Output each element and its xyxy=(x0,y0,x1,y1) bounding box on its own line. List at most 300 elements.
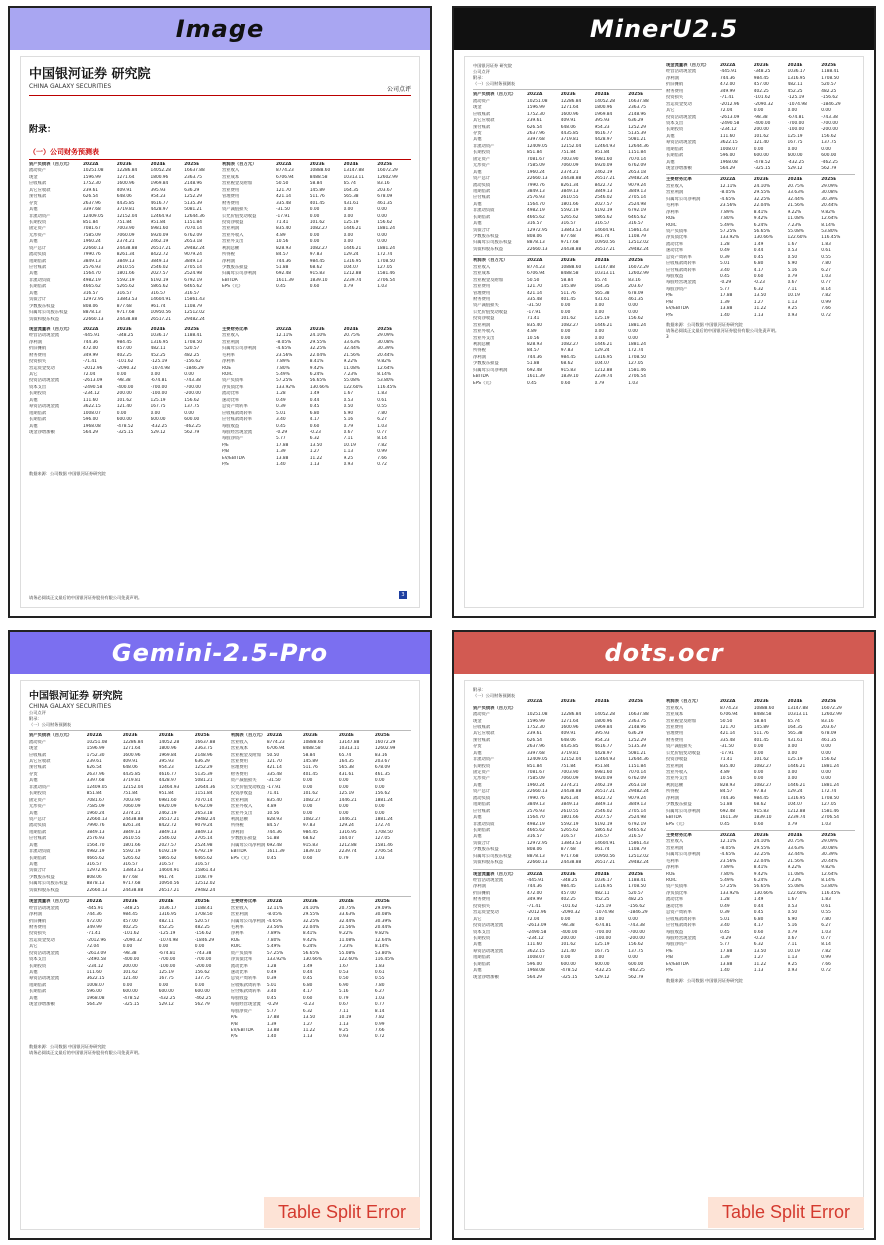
cell-value: 3622.15 xyxy=(720,140,738,146)
row-label: 归属母公司净利润 xyxy=(666,852,701,858)
cell-value: 8.41% xyxy=(753,209,768,215)
cell-value: 1708.50 xyxy=(194,912,213,918)
source-note: 数据来源：公司数据 中国银河证券研究院 xyxy=(666,322,743,328)
cell-value: 0.50 xyxy=(787,910,798,916)
cell-value: 203.67 xyxy=(374,759,390,765)
cell-value: 744.36 xyxy=(527,884,543,890)
cell-value: 3397.68 xyxy=(86,778,105,784)
cell-value: 12152.04 xyxy=(122,784,144,790)
row-label: 营业成本 xyxy=(666,712,684,718)
cell-value: -156.62 xyxy=(194,931,212,937)
cell-value: 1611.39 xyxy=(266,849,285,855)
row-label: 固定资产 xyxy=(29,797,47,803)
panel-title: MinerU2.5 xyxy=(589,15,739,43)
cell-value: 1.39 xyxy=(720,955,730,961)
row-label: 其他 xyxy=(29,810,38,816)
cell-value: -743.38 xyxy=(194,950,212,956)
cell-value: 22660.13 xyxy=(86,887,108,893)
row-label: 短期借款 xyxy=(29,829,47,835)
cell-value: 3849.13 xyxy=(83,258,101,264)
row-label: 长期投资 xyxy=(473,150,491,156)
cell-value: 0.00 xyxy=(122,982,133,988)
cell-value: 0.55 xyxy=(821,910,831,916)
cell-value: 316.57 xyxy=(527,221,543,227)
row-label: 净负债比率 xyxy=(230,957,253,963)
cell-value: 6792.19 xyxy=(184,277,203,283)
table-header: 2022A 2023E 2024E 2025E xyxy=(527,699,644,705)
cell-value: 17.88 xyxy=(720,293,733,299)
cell-value: 50.50 xyxy=(266,752,280,758)
row-label: 投资活动现金流 xyxy=(473,923,504,929)
row-label: 投资损失 xyxy=(29,359,47,365)
cell-value: 8.14% xyxy=(821,222,835,228)
row-label: 管理费用 xyxy=(666,731,684,737)
cell-value: 167.75 xyxy=(594,948,610,954)
table-header: 现金流量表（百万元） 2022A 2023E 2024E 2025E xyxy=(473,871,644,877)
row-label: EPS（元） xyxy=(222,284,243,290)
cell-value: 951.84 xyxy=(158,791,174,797)
cell-value: 678.09 xyxy=(628,290,644,296)
cell-value: 1008.07 xyxy=(86,982,105,988)
cell-value: -0.29 xyxy=(276,429,288,435)
cell-value: 395.93 xyxy=(594,118,610,124)
cell-value: 0.00 xyxy=(184,372,194,377)
cell-value: 68.62 xyxy=(753,802,767,808)
row-label: 负债合计 xyxy=(473,840,491,846)
cell-value: 3.40 xyxy=(720,923,730,929)
cell-value: 111.60 xyxy=(86,970,102,976)
cell-value: 648.06 xyxy=(560,124,576,130)
cell-value: 53.80% xyxy=(821,228,838,234)
cell-value: 0.61 xyxy=(821,248,831,254)
cell-value: 564.29 xyxy=(83,429,99,435)
cell-value: 564.29 xyxy=(720,166,736,171)
cell-value: 529.12 xyxy=(787,166,803,171)
cell-value: 511.76 xyxy=(753,731,769,737)
cell-value: 2027.57 xyxy=(150,271,169,277)
cell-value: 9.82% xyxy=(821,865,835,871)
cell-value: -445.91 xyxy=(527,878,544,883)
cell-value: 130.66% xyxy=(309,384,329,390)
cell-value: 12409.05 xyxy=(527,143,548,149)
cell-value: 5865.62 xyxy=(150,284,169,290)
cell-value: 72.04 xyxy=(527,916,540,922)
row-label: 营业费用 xyxy=(222,187,240,193)
cell-value: 7.89% xyxy=(720,209,734,215)
cell-value: 12512.02 xyxy=(628,853,649,859)
cell-value: 2576.93 xyxy=(527,195,545,201)
cell-value xyxy=(159,1034,195,1040)
cell-value: 164.35 xyxy=(338,759,354,765)
cell-value: 0.39 xyxy=(720,254,730,260)
cell-value: 6.27 xyxy=(821,923,831,929)
cell-value: 29482.24 xyxy=(194,887,216,893)
cell-value: 12464.93 xyxy=(158,784,180,790)
cell-value: 2239.74 xyxy=(338,849,357,855)
cell-value: 24438.88 xyxy=(122,887,144,893)
cell-value: 401.45 xyxy=(753,737,769,743)
cell-value: 9.22% xyxy=(338,931,353,937)
cell-value xyxy=(303,888,339,894)
cell-value: 15861.43 xyxy=(628,840,649,846)
cell-value: 4665.62 xyxy=(86,855,105,861)
cell-value: 1800.96 xyxy=(594,105,613,111)
cell-value: 6792.19 xyxy=(194,849,213,855)
cell-value: 5.01 xyxy=(266,982,277,988)
row-label: 长期借款 xyxy=(473,961,491,967)
cell-value: 133.92% xyxy=(276,384,296,390)
cell-value: 68.62 xyxy=(309,265,323,270)
cell-value: -17.91 xyxy=(527,309,541,315)
cell-value: -17.91 xyxy=(276,213,290,219)
cell-value: 125.19 xyxy=(338,791,354,797)
cell-value: 1446.21 xyxy=(787,763,806,769)
cell-value: 1.03 xyxy=(628,380,638,386)
row-label: 流动负债 xyxy=(29,252,47,258)
cell-value: 0.61 xyxy=(377,397,387,403)
cell-value: 0.00 xyxy=(158,944,169,950)
row-label: 预付账款 xyxy=(29,765,47,771)
cell-value: 13.50 xyxy=(309,442,323,448)
row-label: 管理费用 xyxy=(222,194,240,200)
cell-value: 1252.29 xyxy=(194,765,213,771)
cell-value: -156.62 xyxy=(184,359,201,365)
cell-value: 520.57 xyxy=(194,918,210,924)
cell-value: 121.40 xyxy=(560,948,576,954)
cell-value: 1.03 xyxy=(821,821,831,827)
cell-value: -0.23 xyxy=(753,935,765,941)
document-page xyxy=(464,56,864,608)
cell-value: 482.25 xyxy=(821,88,837,94)
cell-value: 692.48 xyxy=(276,271,292,277)
cell-value: 0.00 xyxy=(753,750,764,756)
cell-value: -1846.29 xyxy=(821,101,841,107)
cell-value: 0.50 xyxy=(787,254,798,260)
cell-value: 2576.93 xyxy=(527,808,545,814)
cell-value: 744.36 xyxy=(83,339,99,345)
cell-value: 12464.93 xyxy=(594,143,616,149)
cell-value: 8.14 xyxy=(821,286,831,292)
cell-value: 2610.55 xyxy=(560,808,579,814)
cell-value: 7.66 xyxy=(821,961,831,967)
cell-value: 8.41% xyxy=(302,931,317,937)
cell-value: 26517.21 xyxy=(594,246,616,252)
cell-value: 0.67 xyxy=(787,280,798,286)
cell-value: 0.00 xyxy=(594,309,605,315)
row-label: 营业利润 xyxy=(666,845,684,851)
cell-value: 0.44 xyxy=(753,903,764,909)
cell-value: 0.00 xyxy=(309,232,320,238)
row-label: 归属母公司净利润 xyxy=(473,367,508,373)
row-label: 营业费用 xyxy=(230,759,248,765)
cell-value: 915.83 xyxy=(560,367,576,373)
row-label: 非流动资产 xyxy=(473,757,495,763)
row-label: 营业利润 xyxy=(222,339,240,345)
cell-value: 2576.93 xyxy=(86,836,105,842)
row-label: 应付账款周转率 xyxy=(222,417,253,423)
cell-value: 121.70 xyxy=(527,284,543,290)
cell-value: 0.72 xyxy=(821,968,831,974)
cell-value: 7.80 xyxy=(374,982,385,988)
row-label: 营业收入 xyxy=(666,183,684,189)
cell-value: 9.25 xyxy=(338,1027,349,1033)
cell-value: 3849.13 xyxy=(628,802,647,808)
cell-value: 12972.95 xyxy=(527,227,548,233)
row-label: 财务费用 xyxy=(230,771,248,777)
cell-value: 84.57 xyxy=(720,789,733,795)
cell-value: 2705.14 xyxy=(184,265,203,270)
cell-value: 12286.84 xyxy=(560,712,582,718)
row-label: 流动比率 xyxy=(222,391,240,397)
cell-value: 457.00 xyxy=(560,890,576,896)
cell-value: 145.89 xyxy=(753,724,769,730)
cell-value: 13147.88 xyxy=(338,739,360,745)
cell-value: 167.75 xyxy=(158,976,174,982)
cell-value: 2546.02 xyxy=(594,195,613,201)
cell-value: -17.91 xyxy=(266,784,281,790)
cell-value: 22660.13 xyxy=(83,245,104,251)
cell-value: 3849.13 xyxy=(594,188,613,194)
row-label: 营业税金及附加 xyxy=(230,752,261,758)
cashflow-table xyxy=(29,327,218,469)
row-label: ROIC xyxy=(230,944,242,950)
cell-value: 1960.24 xyxy=(527,169,545,175)
cell-value: 0.00 xyxy=(194,982,205,988)
cell-value: 0.77 xyxy=(377,429,387,435)
cell-value: -743.38 xyxy=(821,114,838,120)
row-label: 长期借款 xyxy=(29,855,47,861)
cell-value: 7.11 xyxy=(787,286,798,292)
cell-value: 9717.68 xyxy=(560,240,579,246)
cell-value: 1271.64 xyxy=(560,105,579,111)
cell-value: 4.89 xyxy=(266,804,277,810)
cell-value: 9.22% xyxy=(343,359,358,365)
cell-value: -325.15 xyxy=(560,974,578,980)
table-row xyxy=(222,462,411,468)
row-label: 营业外收入 xyxy=(230,804,253,810)
cell-value: 1.27 xyxy=(753,299,764,305)
cell-value: 6.24% xyxy=(309,372,324,377)
cell-value: -0.23 xyxy=(302,1002,314,1008)
cell-value: 1082.27 xyxy=(309,226,328,232)
row-label: 少数股东权益 xyxy=(29,303,55,309)
cell-value: 12972.95 xyxy=(527,840,548,846)
cell-value: 402.25 xyxy=(116,352,132,358)
cell-value: 0.00 xyxy=(787,770,798,775)
cell-value: -700.00 xyxy=(194,957,212,963)
row-label: 公允价值变动收益 xyxy=(473,309,508,315)
cell-value: 1.28 xyxy=(266,963,277,969)
cell-value: 482.11 xyxy=(594,890,610,896)
cell-value: 596.00 xyxy=(83,417,99,423)
cell-value: 9.42% xyxy=(753,871,768,877)
row-label: 短期借款 xyxy=(29,982,47,988)
cell-value: 636.29 xyxy=(184,187,200,193)
cell-value: -101.62 xyxy=(560,903,578,909)
cell-value: 8261.34 xyxy=(560,795,579,801)
cell-value: 2462.19 xyxy=(594,169,613,175)
cell-value: -234.12 xyxy=(527,935,544,941)
cell-value: 984.45 xyxy=(122,912,138,918)
cell-value: 4.17 xyxy=(753,267,764,273)
cell-value: 0.00 xyxy=(787,146,798,152)
cell-value: 156.62 xyxy=(374,791,390,797)
cell-value: 121.70 xyxy=(276,187,292,193)
cell-value: 6920.09 xyxy=(594,776,613,782)
cell-value: 600.00 xyxy=(184,417,200,423)
row-label: 其他 xyxy=(473,137,482,143)
cell-value: 2706.54 xyxy=(628,374,647,380)
cell-value: 30.08% xyxy=(374,912,392,918)
cell-value: 678.09 xyxy=(821,731,837,737)
cell-value: 1036.17 xyxy=(158,905,177,911)
cell-value: 30.39% xyxy=(821,852,838,858)
row-label: 所得税 xyxy=(666,789,679,795)
cell-value: 1708.50 xyxy=(374,829,393,835)
cell-value: -0.23 xyxy=(753,280,765,286)
cell-value: 0.00 xyxy=(628,916,638,922)
cell-value: 0.45 xyxy=(309,404,320,410)
cell-value: 10.56 xyxy=(276,239,289,245)
table-header: 资产负债表（百万元） 2022A 2023E 2024E 2025E xyxy=(473,92,644,98)
cell-value: 3622.15 xyxy=(527,948,545,954)
cell-value: -125.19 xyxy=(787,95,805,101)
table-header: 现金流量表（百万元） 2022A 2023E 2024E 2025E 主要财务比率 2022A 2023E 2024E 2025E xyxy=(29,899,390,905)
row-label: 其他 xyxy=(473,968,482,974)
row-label: EBITDA xyxy=(666,815,682,821)
cell-value: -200.00 xyxy=(821,127,838,133)
row-label: 其他 xyxy=(29,778,38,784)
row-label: 筹资活动现金流 xyxy=(666,140,697,146)
cell-value: 12602.99 xyxy=(377,174,398,180)
table-header: 主要财务比率 2022A 2023E 2024E 2025E xyxy=(666,832,837,838)
cell-value: 56.65% xyxy=(309,378,327,384)
cell-value: 6.80 xyxy=(753,261,764,267)
cell-value: 1082.27 xyxy=(753,763,772,769)
cell-value: 1.03 xyxy=(377,284,387,290)
cell-value: -700.00 xyxy=(150,384,168,390)
cell-value: 877.68 xyxy=(122,874,138,880)
cell-value: 1801.66 xyxy=(560,815,579,821)
cell-value: -17.91 xyxy=(720,750,734,756)
cell-value: 137.75 xyxy=(628,948,644,954)
row-label: 少数股东损益 xyxy=(222,265,248,270)
cell-value xyxy=(339,888,375,894)
cell-value: 564.29 xyxy=(86,1002,102,1008)
cell-value: 33.63% xyxy=(338,912,356,918)
cell-value: 5135.39 xyxy=(628,744,647,750)
row-label: 其他 xyxy=(473,221,482,227)
row-label: 折旧摊销 xyxy=(29,346,47,352)
cell-value: 24438.88 xyxy=(116,245,138,251)
cell-value: 452.25 xyxy=(150,352,166,358)
cell-value: 7060.09 xyxy=(560,163,579,169)
cell-value: 7.66 xyxy=(377,455,387,461)
cell-value: 0.00 xyxy=(343,232,354,238)
cell-value: 5135.39 xyxy=(194,771,213,777)
cell-value: 9.82% xyxy=(821,209,835,215)
cell-value: -0.23 xyxy=(309,429,321,435)
cell-value: 14052.28 xyxy=(594,98,616,104)
cell-value: 2148.96 xyxy=(628,724,647,730)
cell-value: 1036.17 xyxy=(787,69,806,75)
cell-value: 3849.13 xyxy=(560,188,579,194)
cell-value: 431.61 xyxy=(343,200,359,206)
cell-value: 564.29 xyxy=(527,974,543,980)
cell-value: 0.00 xyxy=(116,372,127,377)
cell-value: 5865.62 xyxy=(594,827,613,833)
cell-value: 2462.19 xyxy=(150,239,169,245)
cell-value: 10313.11 xyxy=(594,271,616,277)
cell-value: 482.11 xyxy=(150,346,166,352)
cell-value: 111.60 xyxy=(527,942,543,948)
cell-value: 0.00 xyxy=(338,810,349,816)
row-label: 折旧摊销 xyxy=(666,82,684,88)
row-label: 其他 xyxy=(29,970,38,976)
cell-value: 1564.70 xyxy=(527,201,545,207)
cell-value: 5.16 xyxy=(787,267,798,273)
cell-value: 0.93 xyxy=(787,312,798,318)
row-label: 营业税金及附加 xyxy=(666,718,697,724)
cell-value: 10.19 xyxy=(787,948,800,954)
row-label: 利润总额 xyxy=(666,782,684,788)
cell-value: -462.25 xyxy=(184,423,201,429)
cell-value: 8422.72 xyxy=(594,795,613,801)
cell-value: 2462.19 xyxy=(594,782,613,788)
cell-value: 4428.97 xyxy=(150,207,169,213)
cell-value: 2546.02 xyxy=(594,808,613,814)
row-label: 利润总额 xyxy=(222,245,240,251)
cell-value: 0.00 xyxy=(377,207,387,213)
cell-value: -1074.98 xyxy=(158,937,179,943)
cell-value: 600.00 xyxy=(560,961,576,967)
cell-value: 984.45 xyxy=(753,795,769,801)
row-label: 流动资产 xyxy=(29,739,47,745)
row-label: 每股净资产 xyxy=(666,942,688,948)
row-label: P/B xyxy=(222,449,229,455)
cell-value: 954.23 xyxy=(150,194,166,200)
cell-value: 678.09 xyxy=(374,765,390,771)
cell-value: 1.28 xyxy=(276,391,286,397)
cell-value: 122.60% xyxy=(787,890,807,896)
row-label: 少数股东权益 xyxy=(473,234,499,239)
cell-value: 12286.84 xyxy=(560,98,582,104)
cell-value: 1.40 xyxy=(266,1034,277,1040)
cell-value: 2027.57 xyxy=(594,201,613,207)
cell-value: 596.00 xyxy=(527,961,543,967)
cell-value: 626.54 xyxy=(83,194,99,200)
row-label: 其他 xyxy=(29,862,38,868)
row-label: 所得税 xyxy=(222,252,235,258)
cell-value: -674.81 xyxy=(787,114,805,120)
row-label: 流动比率 xyxy=(666,897,684,903)
cell-value: 20.44% xyxy=(821,858,838,864)
cell-value: 6.32 xyxy=(302,1008,313,1014)
cell-value: -234.12 xyxy=(86,963,104,969)
cell-value: 457.00 xyxy=(753,82,769,88)
cell-value: 335.48 xyxy=(266,771,282,777)
cell-value: 55.08% xyxy=(343,378,360,384)
cell-value: 316.57 xyxy=(116,290,132,296)
row-label: EBITDA xyxy=(230,849,247,855)
cell-value: 529.12 xyxy=(158,1002,174,1008)
cell-value: 14604.91 xyxy=(150,297,172,303)
row-label: 负债和股东权益 xyxy=(473,860,504,866)
row-label: 营业成本 xyxy=(230,746,248,752)
row-label: 其它 xyxy=(29,944,38,950)
cell-value: 22660.13 xyxy=(86,816,108,822)
cell-value: 4428.97 xyxy=(594,137,613,143)
